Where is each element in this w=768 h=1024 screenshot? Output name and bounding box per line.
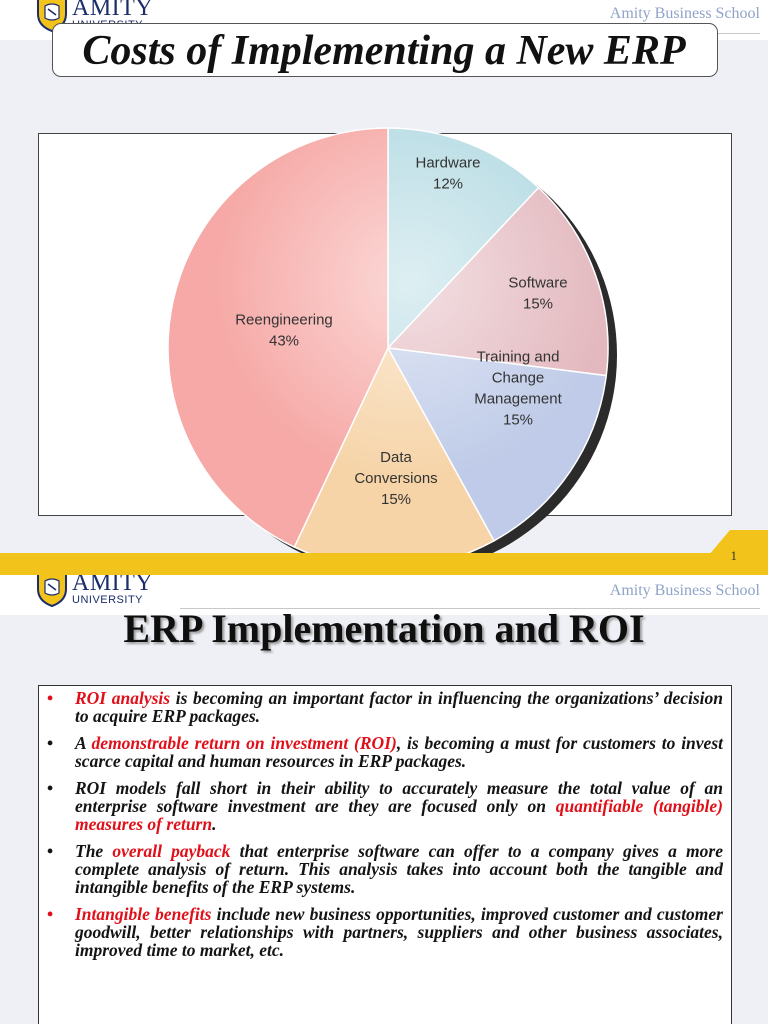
bullet-item [47,841,723,897]
slide-title: Costs of Implementing a New ERP [82,28,686,74]
pie-label-hardware: Hardware 12% [415,154,481,193]
bullet-text: . [212,814,217,834]
bullet-text: ROI models fall short in their ability to accurately measure the total value of an enterprise software investment are they are focused only on [75,778,723,816]
pie-label-software: Software 15% [508,274,568,313]
bullet-dot-icon: • [47,778,54,798]
content-box [38,685,732,1024]
footer-band [0,553,768,575]
highlighted-text: demonstrable return on investment (ROI) [91,733,397,753]
slide-title: ERP Implementation and ROI [123,606,645,651]
bullet-text: is becoming an important factor in influencing the organizations’ decision to acquire ERP packages. [75,688,723,726]
bullet-text: The [75,841,113,861]
school-name: Amity Business School [609,5,760,22]
school-name: Amity Business School [609,582,760,599]
pie-label-training-and-change-management: Training and Change Management 15% [474,348,562,429]
logo-title: AMITY [72,575,154,596]
logo-title: AMITY [72,0,154,21]
bullet-dot-icon: • [47,688,54,708]
bullet-list [39,689,731,959]
bullet-item [47,688,723,726]
slide-2 [0,575,768,1024]
bullet-item [47,904,723,960]
bullet-item [47,778,723,834]
bullet-text: that enterprise software can offer to a company gives a more complete analysis of return. This analysis takes into account both the tangible and intangible benefits of the ERP systems. [75,841,723,897]
highlighted-text: overall payback [112,841,231,861]
pie-label-data-conversions: Data Conversions 15% [354,449,438,508]
bullet-text: A [75,733,92,753]
pie-label-reengineering: Reengineering 43% [235,311,333,350]
page-number: 1 [730,548,737,563]
shield-logo-icon [36,575,68,607]
highlighted-text: Intangible benefits [75,904,212,924]
logo-subtitle: UNIVERSITY [72,594,144,606]
bullet-dot-icon: • [47,733,54,753]
bullet-dot-icon: • [47,841,54,861]
amity-logo [36,575,153,607]
highlighted-text: quantifiable (tangible) measures of return [75,796,723,834]
bullet-dot-icon: • [47,904,54,924]
bullet-text: , is becoming a must for customers to invest scarce capital and human resources in ERP packages. [75,733,723,771]
bullet-text: include new business opportunities, improved customer and customer goodwill, better relationships with partners, suppliers and other business associates, improved time to market, etc. [75,904,723,960]
highlighted-text: ROI analysis [75,688,171,708]
bullet-item [47,733,723,771]
